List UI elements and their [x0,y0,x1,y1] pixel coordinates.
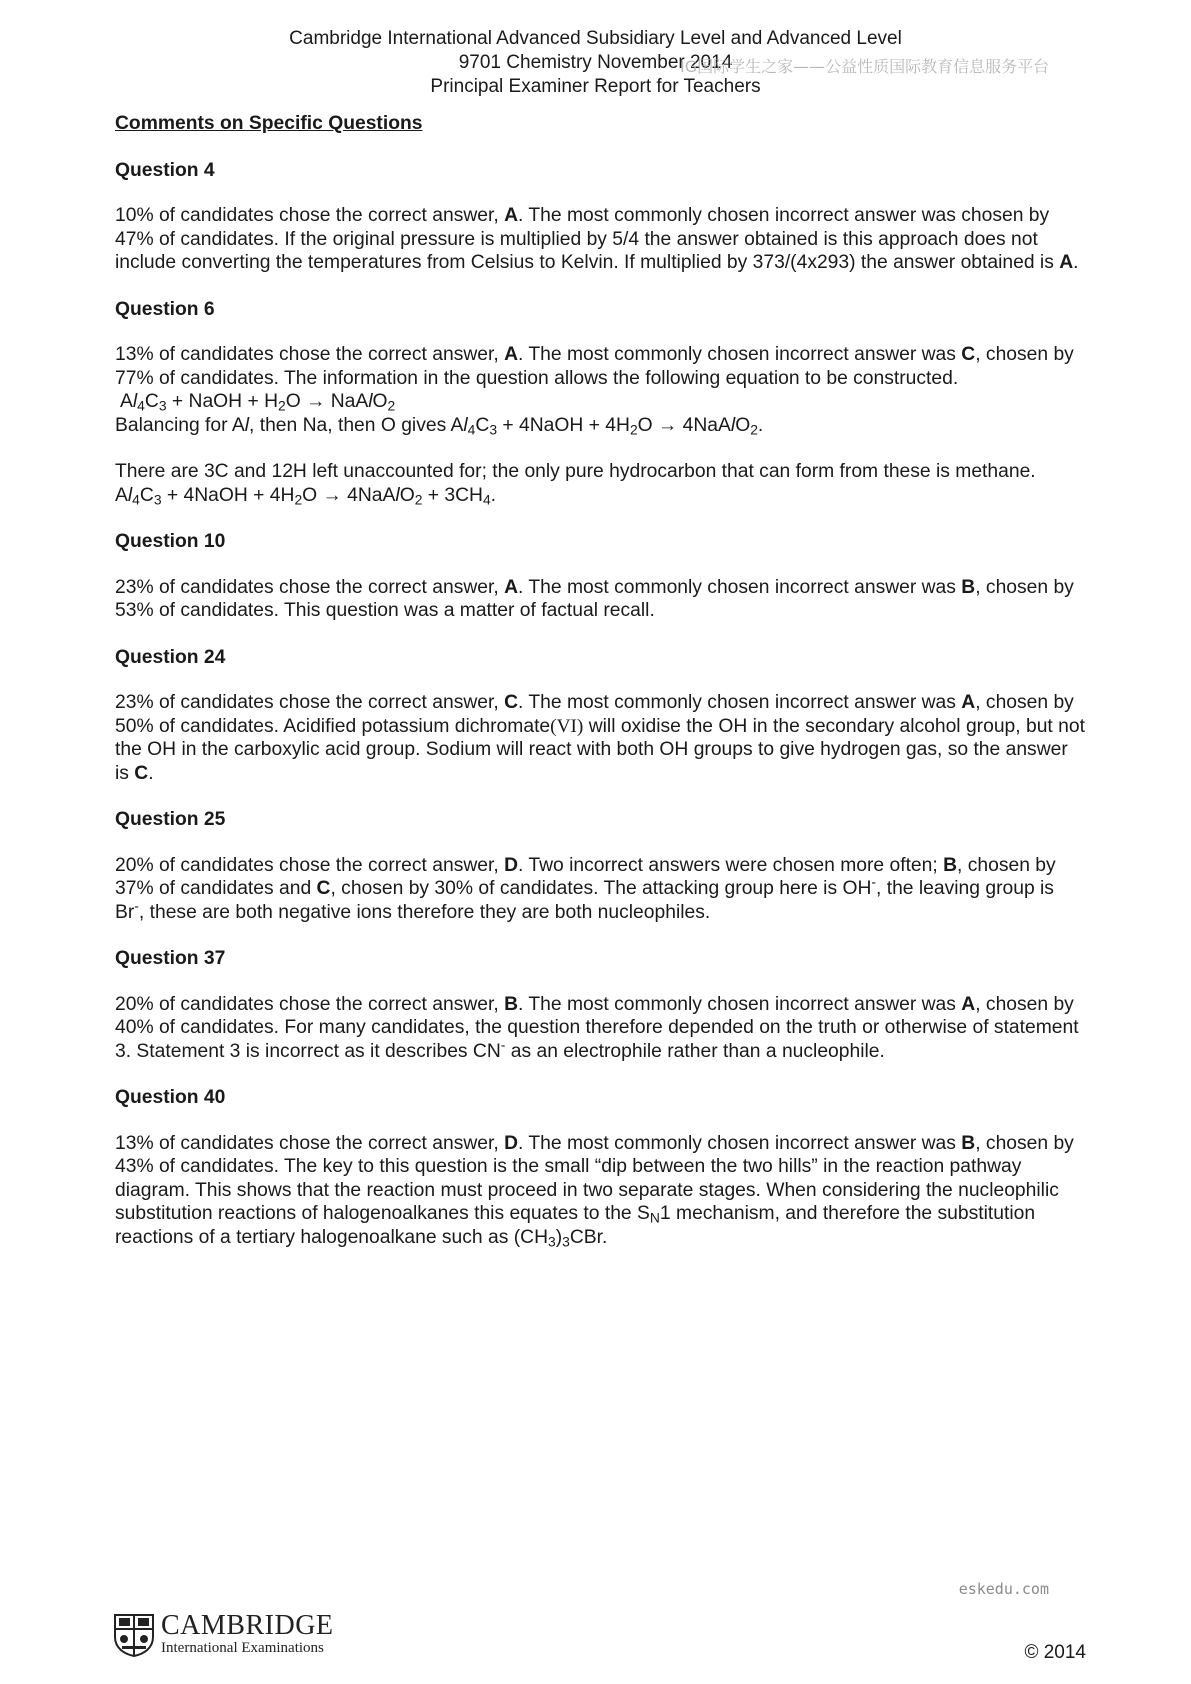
question-25-text: 20% of candidates chose the correct answer, D. Two incorrect answers were chosen more often; B, chosen by 37% of candidates and C, chosen by 30% of candidates. The attacking group here is OH-, the leaving group is Br-, these are both negative ions therefore they are both nucleophiles. [115,854,1056,923]
section-title: Comments on Specific Questions [115,113,423,134]
question-24-text: 23% of candidates chose the correct answer, C. The most commonly chosen incorrect answer was A, chosen by 50% of candidates. Acidified potassium dichromate(VI) will oxidise the OH in the secondary alcohol group, but not the OH in the carboxylic acid group. Sodium will react with both OH groups to give hydrogen gas, so the answer is C. [115,692,1085,784]
question-6-text: 13% of candidates chose the correct answer, A. The most commonly chosen incorrect answer was C, chosen by 77% of candidates. The information in the question allows the following equation to be constructed. [115,344,1074,389]
header-line-2: 9701 Chemistry November 2014 [458,52,733,73]
copyright-text: © 2014 [1024,1642,1086,1663]
question-40-title: Question 40 [115,1087,226,1108]
cambridge-logo [113,1612,334,1657]
header-line-1: Cambridge International Advanced Subsidiary Level and Advanced Level [289,28,902,49]
report-body [115,112,1085,1272]
question-37-title: Question 37 [115,948,226,969]
question-10-text: 23% of candidates chose the correct answer, A. The most commonly chosen incorrect answer was B, chosen by 53% of candidates. This question was a matter of factual recall. [115,576,1074,621]
question-6-methane-text: There are 3C and 12H left unaccounted for; the only pure hydrocarbon that can form from these is methane. [115,461,1036,482]
equation-unbalanced: $Al_4C_3$ + NaOH + $H_2O$ → NaAlO$_2$ [120,391,396,414]
watermark-text: IG国际学生之家——公益性质国际教育信息服务平台 [680,57,1050,76]
logo-wordmark: CAMBRIDGE [161,1610,334,1641]
question-25-title: Question 25 [115,809,226,830]
question-4-title: Question 4 [115,159,215,181]
header-line-3: Principal Examiner Report for Teachers [430,76,761,97]
question-4-text: 10% of candidates chose the correct answer, A. The most commonly chosen incorrect answer was chosen by 47% of candidates. If the original pressure is multiplied by 5/4 the answer obtained is this approach does not include converting the temperatures from Celsius to Kelvin. If multiplied by 373/(4x293) the answer obtained is A. [115,205,1079,273]
crest-icon [113,1613,155,1657]
footer-site-text: eskedu.com [958,1580,1049,1598]
equation-balanced: $Al_4C_3$ + 4NaOH + $4H_2O$ → 4NaAlO$_2$ + $3CH_4$. [115,484,497,507]
question-37-text: 20% of candidates chose the correct answer, B. The most commonly chosen incorrect answer was A, chosen by 40% of candidates. For many candidates, the question therefore depended on the truth or otherwise of statement 3. Statement 3 is incorrect as it describes CN- as an electrophile rather than a nucleophile. [115,993,1079,1062]
question-24-title: Question 24 [115,646,226,668]
logo-subtitle: International Examinations [161,1640,324,1656]
equation-balancing: Balancing for Al, then Na, then O gives $Al_4C_3$ + 4NaOH + $4H_2O$ → 4NaAlO$_2$. [115,414,764,437]
question-40-text: 13% of candidates chose the correct answer, D. The most commonly chosen incorrect answer was B, chosen by 43% of candidates. The key to this question is the small “dip between the two hills” in the reaction pathway diagram. This shows that the reaction must proceed in two separate stages. When considering the nucleophilic substitution reactions of halogenoalkanes this equates to the $S_N1$ mechanism, and therefore the substitution reactions of a tertiary halogenoalkane such as $(CH_3)_3CBr$. [115,1132,1074,1249]
question-10-title: Question 10 [115,531,226,552]
question-6-title: Question 6 [115,298,215,320]
